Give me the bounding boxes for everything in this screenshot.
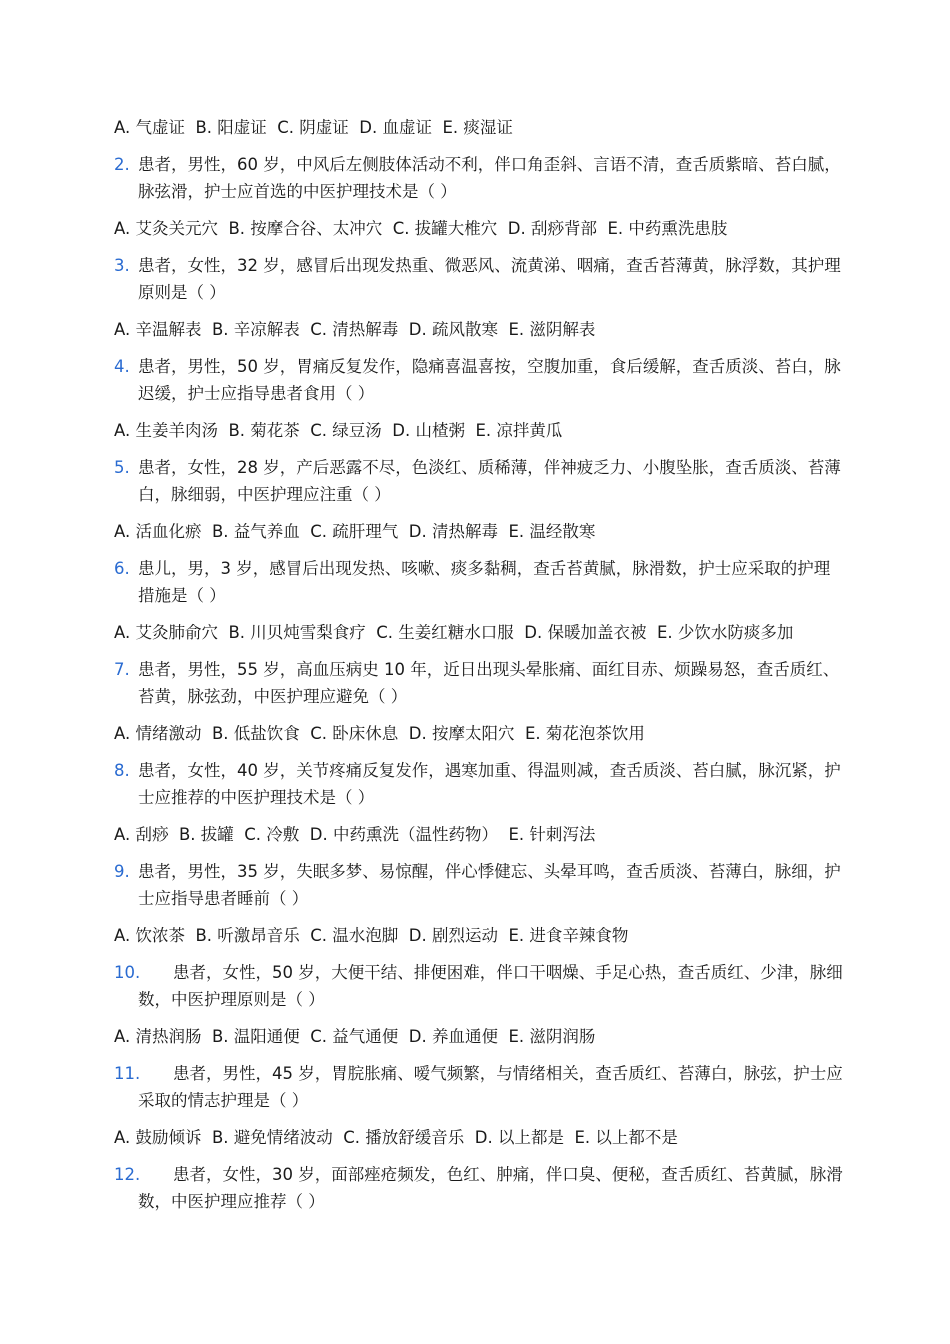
question-text: 患者，女性，30 岁，面部痤疮频发，色红、肿痛，伴口臭、便秘，查舌质红、苔黄腻，脉滑数，中医护理应推荐（ ）: [138, 1165, 843, 1211]
question-number: 3.: [114, 256, 130, 275]
question-item: [114, 1060, 844, 1114]
question-number: 2.: [114, 155, 130, 174]
answer-options: A. 气虚证 B. 阳虚证 C. 阴虚证 D. 血虚证 E. 痰湿证: [114, 118, 513, 137]
question-number: 12.: [114, 1165, 141, 1184]
question-number: 9.: [114, 862, 130, 881]
answer-options: A. 刮痧 B. 拔罐 C. 冷敷 D. 中药熏洗（温性药物） E. 针刺泻法: [114, 825, 596, 844]
question-text: 患儿，男，3 岁，感冒后出现发热、咳嗽、痰多黏稠，查舌苔黄腻，脉滑数，护士应采取的护理措施是（ ）: [138, 559, 831, 605]
question-text: 患者，男性，50 岁，胃痛反复发作，隐痛喜温喜按，空腹加重，食后缓解，查舌质淡、苔白，脉迟缓，护士应指导患者食用（ ）: [138, 357, 841, 403]
question-text: 患者，女性，50 岁，大便干结、排便困难，伴口干咽燥、手足心热，查舌质红、少津，脉细数，中医护理原则是（ ）: [138, 963, 843, 1009]
question-item: [114, 959, 844, 1013]
question-item: [114, 252, 844, 306]
question-text: 患者，女性，28 岁，产后恶露不尽，色淡红、质稀薄，伴神疲乏力、小腹坠胀，查舌质淡、苔薄白，脉细弱，中医护理应注重（ ）: [138, 458, 841, 504]
question-item: [114, 454, 844, 508]
question-number: 8.: [114, 761, 130, 780]
question-item: [114, 555, 844, 609]
question-text: 患者，女性，32 岁，感冒后出现发热重、微恶风、流黄涕、咽痛，查舌苔薄黄，脉浮数，其护理原则是（ ）: [138, 256, 841, 302]
question-item: [114, 656, 844, 710]
question-number: 6.: [114, 559, 130, 578]
answer-options: A. 辛温解表 B. 辛凉解表 C. 清热解毒 D. 疏风散寒 E. 滋阴解表: [114, 320, 596, 339]
question-list: [114, 114, 844, 1225]
answer-options: A. 活血化瘀 B. 益气养血 C. 疏肝理气 D. 清热解毒 E. 温经散寒: [114, 522, 596, 541]
question-number: 7.: [114, 660, 130, 679]
question-item: [114, 1161, 844, 1215]
answer-options: A. 饮浓茶 B. 听激昂音乐 C. 温水泡脚 D. 剧烈运动 E. 进食辛辣食物: [114, 926, 629, 945]
question-text: 患者，男性，55 岁，高血压病史 10 年，近日出现头晕胀痛、面红目赤、烦躁易怒，查舌质红、苔黄，脉弦劲，中医护理应避免（ ）: [138, 660, 840, 706]
answer-options: A. 清热润肠 B. 温阳通便 C. 益气通便 D. 养血通便 E. 滋阴润肠: [114, 1027, 596, 1046]
question-number: 11.: [114, 1064, 141, 1083]
question-item: [114, 858, 844, 912]
question-text: 患者，女性，40 岁，关节疼痛反复发作，遇寒加重、得温则减，查舌质淡、苔白腻，脉沉紧，护士应推荐的中医护理技术是（ ）: [138, 761, 841, 807]
question-text: 患者，男性，45 岁，胃脘胀痛、嗳气频繁，与情绪相关，查舌质红、苔薄白，脉弦，护士应采取的情志护理是（ ）: [138, 1064, 843, 1110]
question-item: [114, 151, 844, 205]
question-number: 10.: [114, 963, 141, 982]
answer-options: A. 生姜羊肉汤 B. 菊花茶 C. 绿豆汤 D. 山楂粥 E. 凉拌黄瓜: [114, 421, 563, 440]
question-number: 4.: [114, 357, 130, 376]
question-number: 5.: [114, 458, 130, 477]
answer-options: A. 鼓励倾诉 B. 避免情绪波动 C. 播放舒缓音乐 D. 以上都是 E. 以上都不是: [114, 1128, 678, 1147]
question-text: 患者，男性，35 岁，失眠多梦、易惊醒，伴心悸健忘、头晕耳鸣，查舌质淡、苔薄白，脉细，护士应指导患者睡前（ ）: [138, 862, 841, 908]
question-text: 患者，男性，60 岁，中风后左侧肢体活动不利，伴口角歪斜、言语不清，查舌质紫暗、苔白腻，脉弦滑，护士应首选的中医护理技术是（ ）: [138, 155, 841, 201]
answer-options: A. 情绪激动 B. 低盐饮食 C. 卧床休息 D. 按摩太阳穴 E. 菊花泡茶饮用: [114, 724, 645, 743]
question-item: [114, 757, 844, 811]
answer-options: A. 艾灸关元穴 B. 按摩合谷、太冲穴 C. 拔罐大椎穴 D. 刮痧背部 E. 中药熏洗患肢: [114, 219, 728, 238]
question-item: [114, 353, 844, 407]
answer-options: A. 艾灸肺俞穴 B. 川贝炖雪梨食疗 C. 生姜红糖水口服 D. 保暖加盖衣被 E. 少饮水防痰多加: [114, 623, 794, 642]
